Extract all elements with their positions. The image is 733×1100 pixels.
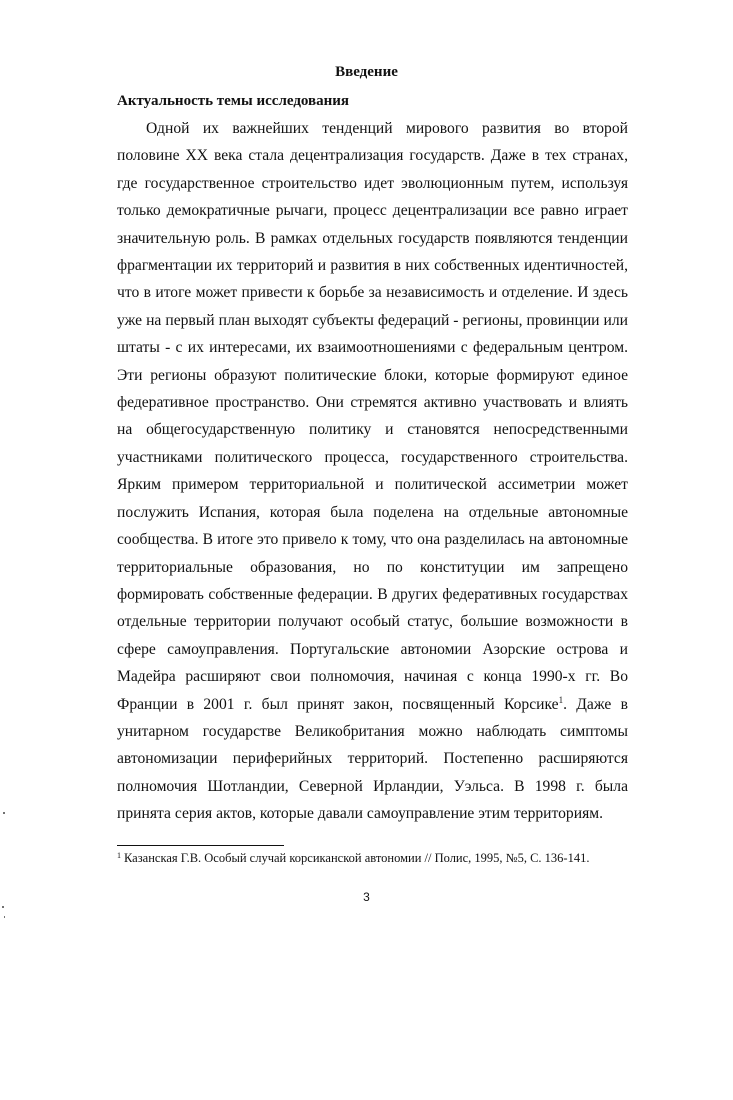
- body-paragraph: [117, 115, 628, 828]
- footnote-text: Казанская Г.В. Особый случай корсиканской автономии // Полис, 1995, №5, С. 136-141.: [124, 851, 590, 865]
- footnote-reference: 1: [558, 694, 564, 705]
- page-number: 3: [363, 890, 370, 904]
- body-text-part-1: Одной их важнейших тенденций мирового развития во второй половине XX века стала децентрализация государств. Даже в тех странах, где государственное строительство идет эволюционным путем, используя только демократичные рычаги, процесс децентрализации все равно играет значительную роль. В рамках отдельных государств появляются тенденции фрагментации их территорий и развития в них собственных идентичностей, что в итоге может привести к борьбе за независимость и отделение. И здесь уже на первый план выходят субъекты федераций - регионы, провинции или штаты - с их интересами, их взаимоотношениями с федеральным центром. Эти регионы образуют политические блоки, которые формируют единое федеративное пространство. Они стремятся активно участвовать и влиять на общегосударственную политику и становятся непосредственными участниками политического процесса, государственного строительства. Ярким примером территориальной и политической ассиметрии может послужить Испания, которая была поделена на отдельные автономные сообщества. В итоге это привело к тому, что она разделилась на автономные территориальные образования, но по конституции им запрещено формировать собственные федерации. В других федеративных государствах отдельные территории получают особый статус, большие возможности в сфере самоуправления. Португальские автономии Азорские острова и Мадейра расширяют свои полномочия, начиная с конца 1990-х гг. Во Франции в 2001 г. был принят закон, посвященный Корсике: [117, 120, 628, 713]
- body-text-part-2: . Даже в унитарном государстве Великобритания можно наблюдать симптомы автономизации периферийных территорий. Постепенно расширяются полномочия Шотландии, Северной Ирландии, Уэльса. В 1998 г. была принята серия актов, которые давали самоуправление этим территориям.: [117, 695, 628, 823]
- scan-artifact: [3, 812, 5, 814]
- scan-artifact: [2, 906, 4, 908]
- section-heading: Актуальность темы исследования: [117, 93, 350, 109]
- footnote-separator: [117, 845, 284, 846]
- footnote: [117, 850, 637, 866]
- scan-artifact: [4, 916, 5, 918]
- footnote-marker: 1: [117, 851, 121, 860]
- page-title: Введение: [335, 64, 398, 80]
